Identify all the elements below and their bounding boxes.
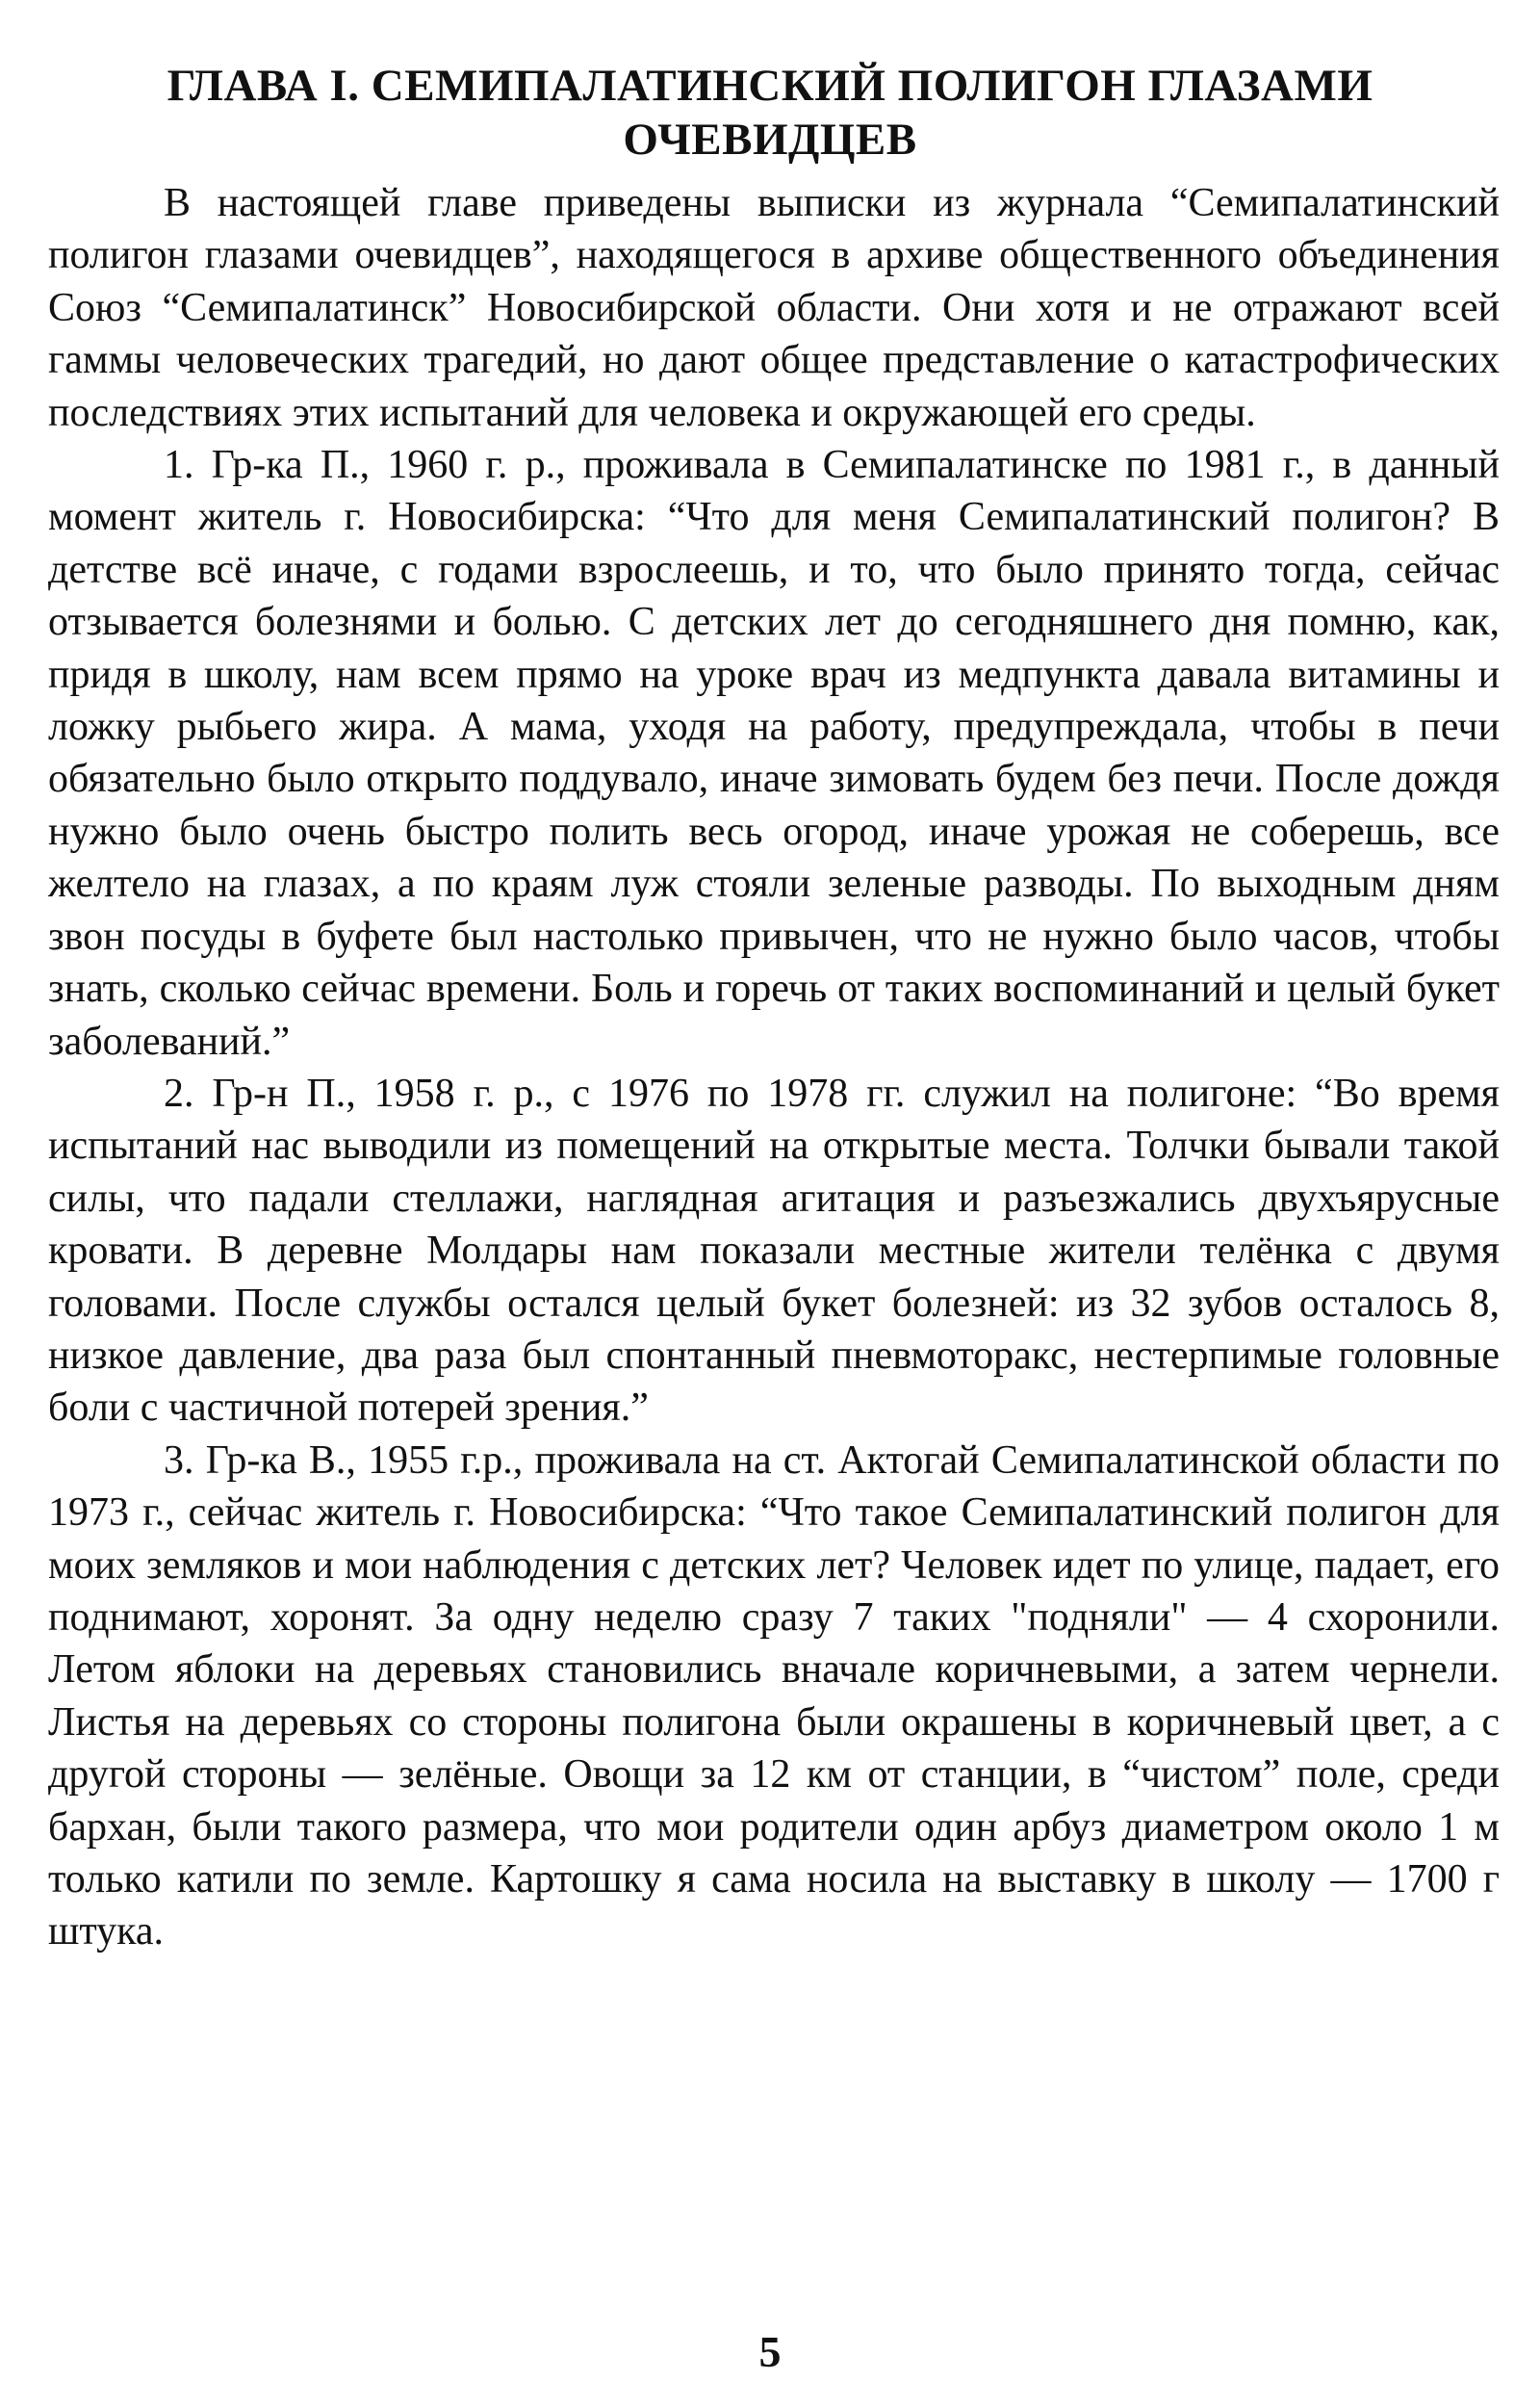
testimony-1-paragraph: 1. Гр-ка П., 1960 г. р., проживала в Семипалатинске по 1981 г., в данный момент житель г. Новосибирска: “Что для меня Семипалатинский полигон? В детстве всё иначе, с годами взрослеешь, и то, что было принято тогда, сейчас отзывается болезнями и болью. С детских лет до сегодняшнего дня помню, как, придя в школу, нам всем прямо на уроке врач из медпункта давала витамины и ложку рыбьего жира. А мама, уходя на работу, предупреждала, чтобы в печи обязательно было открыто поддувало, иначе зимовать будем без печи. После дождя нужно было очень быстро полить весь огород, иначе урожая не соберешь, все желтело на глазах, а по краям луж стояли зеленые разводы. По выходным дням звон посуды в буфете был настолько привычен, что не нужно было часов, чтобы знать, сколько сейчас времени. Боль и горечь от таких воспоминаний и целый букет заболеваний.” [48, 443, 1500, 1064]
testimony-3-paragraph: 3. Гр-ка В., 1955 г.р., проживала на ст. Актогай Семипалатинской области по 1973 г., сейчас житель г. Новосибирска: “Что такое Семипалатинский полигон для моих земляков и мои наблюдения с детских лет? Человек идет по улице, падает, его поднимают, хоронят. За одну неделю сразу 7 таких "подняли" — 4 схоронили. Летом яблоки на деревьях становились вначале коричневыми, а затем чернели. Листья на деревьях со стороны полигона были окрашены в коричневый цвет, а с другой стороны — зелёные. Овощи за 12 км от станции, в “чистом” поле, среди бархан, были такого размера, что мои родители один арбуз диаметром около 1 м только катили по земле. Картошку я сама носила на выставку в школу — 1700 г штука. [48, 1437, 1500, 1954]
body-text [48, 177, 1500, 1958]
testimony-2-paragraph: 2. Гр-н П., 1958 г. р., с 1976 по 1978 гг. служил на полигоне: “Во время испытаний нас выводили из помещений на открытые места. Толчки бывали такой силы, что падали стеллажи, наглядная агитация и разъезжались двухъярусные кровати. В деревне Молдары нам показали местные жители телёнка с двумя головами. После службы остался целый букет болезней: из 32 зубов осталось 8, низкое давление, два раза был спонтанный пневмоторакс, нестерпимые головные боли с частичной потерей зрения.” [48, 1071, 1500, 1431]
chapter-title-line-1: ГЛАВА I. СЕМИПАЛАТИНСКИЙ ПОЛИГОН ГЛАЗАМИ [167, 61, 1373, 112]
page-number: 5 [758, 2327, 782, 2376]
chapter-title [77, 59, 1463, 167]
intro-paragraph: В настоящей главе приведены выписки из журнала “Семипалатинский полигон глазами очевидцев”, находящегося в архиве общественного объединения Союз “Семипалатинск” Новосибирской области. Они хотя и не отражают всей гаммы человеческих трагедий, но дают общее представление о катастрофических последствиях этих испытаний для человека и окружающей его среды. [48, 181, 1500, 435]
chapter-title-line-2: ОЧЕВИДЦЕВ [623, 115, 917, 166]
